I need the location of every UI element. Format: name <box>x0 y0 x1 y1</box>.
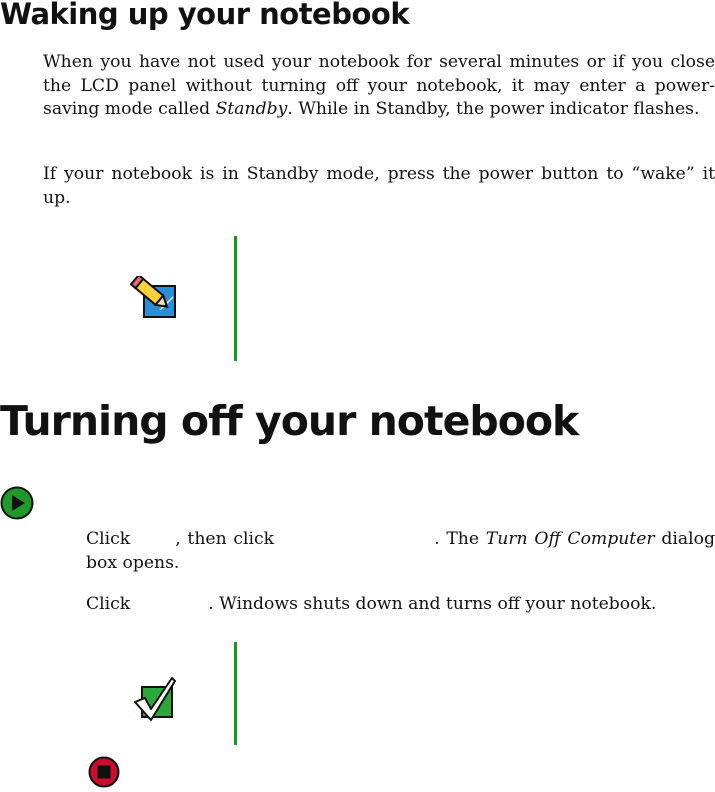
step-1-paragraph <box>86 528 715 575</box>
section-title-waking: Waking up your notebook <box>0 0 410 31</box>
step-1-end: dialog box opens. <box>86 529 715 573</box>
note-divider <box>234 236 237 361</box>
turn-off-computer-term: Turn Off Computer <box>485 529 655 549</box>
standby-paragraph <box>43 51 715 122</box>
pencil-note-icon <box>130 276 178 324</box>
section-title-turning-off: Turning off your notebook <box>0 397 579 445</box>
tip-divider <box>234 642 237 745</box>
step-2-click: Click <box>86 594 131 614</box>
step-1-click: Click <box>86 529 131 549</box>
wake-paragraph: If your notebook is in Standby mode, press the power button to “wake” it up. <box>43 164 715 208</box>
standby-paragraph-text: When you have not used your notebook for several minutes or if you close the LCD panel without turning off your notebook, it may enter a power-saving mode called <box>43 52 715 119</box>
standby-paragraph-end: . While in Standby, the power indicator flashes. <box>287 99 700 119</box>
play-icon <box>0 486 34 524</box>
step-1-the: . The <box>434 529 486 549</box>
standby-term: Standby <box>215 99 288 119</box>
step-2-end: . Windows shuts down and turns off your notebook. <box>208 594 657 614</box>
step-2-paragraph <box>86 593 715 617</box>
checkmark-tip-icon <box>132 676 178 728</box>
step-1-then: , then click <box>175 529 275 549</box>
